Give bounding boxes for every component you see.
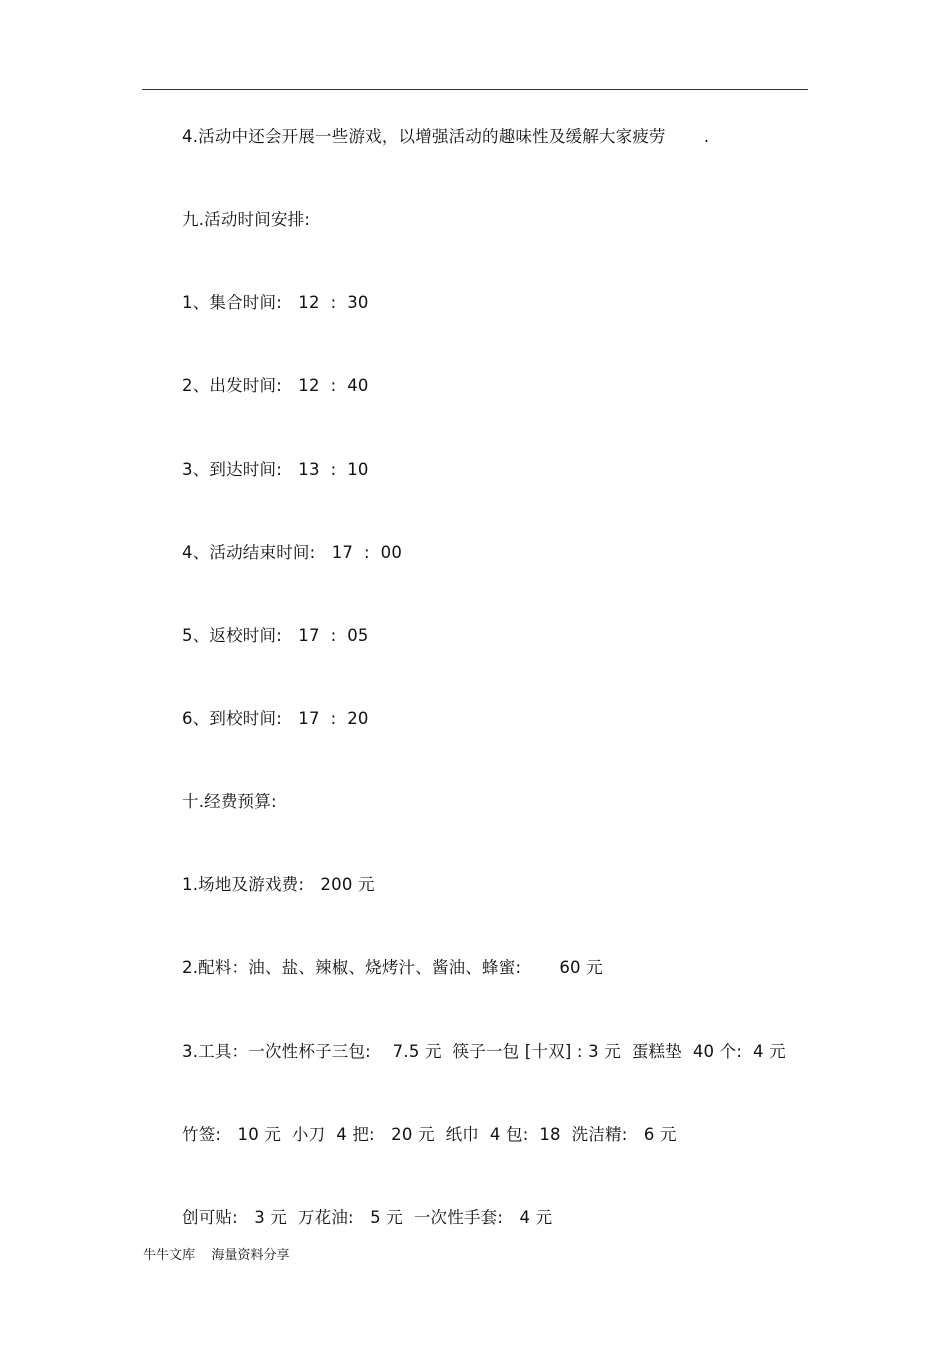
page-footer: 牛牛文库 海量资料分享 [143, 1248, 290, 1263]
section-heading-budget: 十.经费预算: [182, 792, 277, 811]
budget-item-tools-continued: 竹签: 10 元 小刀 4 把: 20 元 纸巾 4 包: 18 洗洁精: 6 元 [182, 1125, 677, 1144]
budget-item-tools: 3.工具：一次性杯子三包: 7.5 元 筷子一包 [十双] : 3 元 蛋糕垫 40 个: 4 元 [182, 1042, 786, 1061]
paragraph-activity-games: 4.活动中还会开展一些游戏，以增强活动的趣味性及缓解大家疲劳 . [182, 127, 710, 146]
schedule-item-gather: 1、集合时间: 12 : 30 [182, 293, 369, 312]
section-heading-schedule: 九.活动时间安排: [182, 210, 311, 229]
budget-item-venue: 1.场地及游戏费: 200 元 [182, 875, 375, 894]
schedule-item-arrive: 3、到达时间: 13 : 10 [182, 460, 369, 479]
budget-item-tools-continued-2: 创可贴: 3 元 万花油: 5 元 一次性手套: 4 元 [182, 1208, 553, 1227]
schedule-item-return: 5、返校时间: 17 : 05 [182, 626, 369, 645]
schedule-item-depart: 2、出发时间: 12 : 40 [182, 376, 369, 395]
schedule-item-back-at-school: 6、到校时间: 17 : 20 [182, 709, 369, 728]
budget-item-seasoning: 2.配料：油、盐、辣椒、烧烤汁、酱油、蜂蜜: 60 元 [182, 958, 603, 977]
header-rule [142, 89, 808, 90]
schedule-item-end: 4、活动结束时间: 17 : 00 [182, 543, 403, 562]
